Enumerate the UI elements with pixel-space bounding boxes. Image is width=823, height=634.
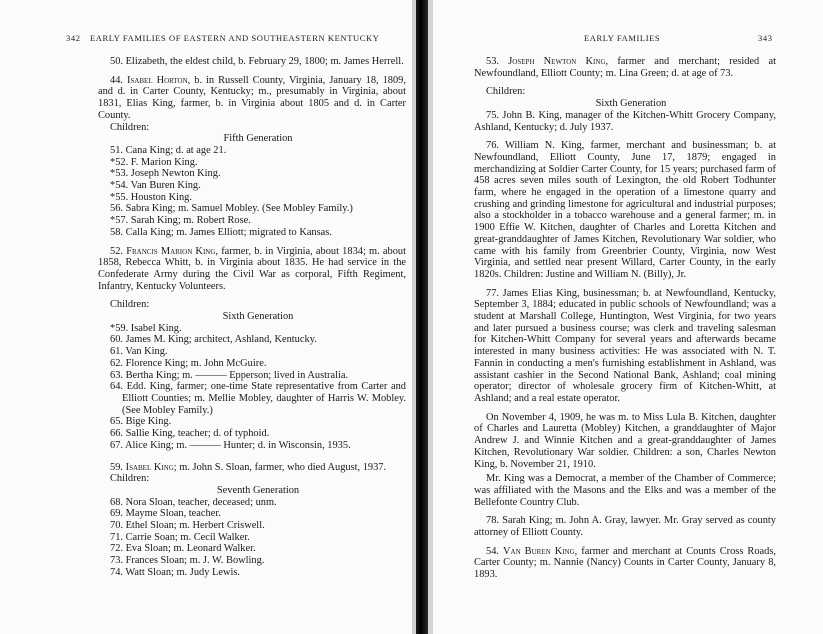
generation-heading: Sixth Generation (595, 98, 667, 110)
list-item: 51. Cana King; d. at age 21. (110, 144, 227, 156)
generation-heading: Sixth Generation (222, 311, 294, 323)
list-item: 61. Van King. (110, 346, 168, 358)
list-item: 62. Florence King; m. John McGuire. (110, 357, 267, 369)
right-running-head: EARLY FAMILIES (584, 33, 661, 43)
children-label: Children: (110, 299, 150, 311)
list-item: 63. Bertha King; m. ——— Epperson; lived in Australia. (110, 369, 349, 381)
entry-76: 76. William N. King, farmer, merchant and businessman; b. at Newfoundland, Elliott County, June 17, 1879; engaged in merchandizing at Soldier Carter County, for 15 years; purchased farm of 458 acres seven miles south of Lexington, the old Robert Todhunter farm, where he engaged in the operation of a limestone quarry and crushing and grinding limestone for agricultural and industrial purposes; also a stockholder in a tobacco warehouse and a general farmer; m. in 1900 Effie W. Kitchen, daughter of Charles and Loretta Kitchen and great-granddaughter of James Kitchen, Revolutionary War soldier, who came with his family from Greenbrier County, Virginia, now West Virginia, and settled near present Willard, Carter County, in the early 1820s. Children: Justine and William N. (Billy), Jr. (474, 140, 776, 280)
list-item: 64. Edd. King, farmer; one-time State representative from Carter and Elliott Counties; m. Mellie Mobley, daughter of Harris W. Mobley. (See Mobley Family.) (110, 381, 406, 416)
entry-50: 50. Elizabeth, the eldest child, b. February 29, 1800; m. James Herrell. (110, 56, 404, 67)
list-item: *53. Joseph Newton King. (110, 168, 221, 180)
book-spine (416, 0, 428, 634)
children-label: Children: (486, 86, 526, 98)
entry-53-name: Joseph Newton King, (508, 56, 609, 67)
entry-44-name: Isabel Horton, (126, 74, 191, 86)
list-item: 74. Watt Sloan; m. Judy Lewis. (110, 566, 241, 578)
right-page (428, 0, 823, 634)
entry-77-marriage: On November 4, 1909, he was m. to Miss Lula B. Kitchen, daughter of Charles and Lauretta (Mobley) Kitchen, a granddaughter of Major Andrew J. and Winnie Kitchen and a great-granddaughter of James Kitchen, Revolutionary War soldier. Children: a son, Charles Newton King, b. November 21, 1910. (474, 411, 776, 470)
children-label: Children: (110, 473, 150, 485)
entry-54-name: Van Buren King, (503, 545, 578, 557)
list-item: 67. Alice King; m. ——— Hunter; d. in Wisconsin, 1935. (110, 439, 351, 451)
list-item: 73. Frances Sloan; m. J. W. Bowling. (110, 555, 265, 567)
list-item: 60. James M. King; architect, Ashland, Kentucky. (110, 334, 317, 346)
list-item: *59. Isabel King. (110, 322, 182, 334)
right-page-number: 343 (758, 33, 773, 43)
left-running-head: EARLY FAMILIES OF EASTERN AND SOUTHEASTERN KENTUCKY (90, 33, 380, 43)
list-item: *55. Houston King. (110, 191, 192, 203)
entry-59-name: Isabel King; (125, 461, 177, 473)
list-item: 68. Nora Sloan, teacher, deceased; unm. (110, 496, 277, 508)
generation-heading: Seventh Generation (216, 484, 300, 496)
entry-78: 78. Sarah King; m. John A. Gray, lawyer. Mr. Gray served as county attorney of Elliott County. (474, 515, 776, 539)
left-page-number: 342 (66, 33, 81, 43)
entry-44: 44. Isabel Horton, b. in Russell County, Virginia, January 18, 1809, and d. in Carter County, Kentucky; m., presumably in Virginia, about 1831, Elias King, farmer, b. in Virginia about 1805 and d. in Carter County. (98, 74, 406, 121)
list-item: *52. F. Marion King. (110, 156, 198, 168)
left-page-text (98, 56, 406, 579)
list-item: 56. Sabra King; m. Samuel Mobley. (See Mobley Family.) (110, 203, 353, 215)
entry-53: 53. Joseph Newton King, farmer and merchant; resided at Newfoundland, Elliott County; m. Lina Green; d. at age of 73. (474, 56, 776, 79)
entry-52: 52. Francis Marion King, farmer, b. in Virginia, about 1834; m. about 1858, Rebecca Whitt, b. in Virginia about 1835. He had service in the Confederate Army during the Civil War as corporal, Fifth Regiment, Infantry, Kentucky Volunteers. (98, 245, 406, 292)
right-gutter-shadow (428, 0, 433, 634)
list-item: *57. Sarah King; m. Robert Rose. (110, 215, 251, 227)
list-item: 69. Mayme Sloan, teacher. (110, 508, 221, 520)
list-item: 66. Sallie King, teacher; d. of typhoid. (110, 428, 270, 440)
list-item: 70. Ethel Sloan; m. Herbert Criswell. (110, 520, 265, 532)
entry-77-affiliations: Mr. King was a Democrat, a member of the Chamber of Commerce; was affiliated with the Masons and the Elks and was a member of the Bellefonte Country Club. (474, 473, 776, 508)
list-item: 65. Bige King. (110, 416, 172, 428)
entry-52-name: Francis Marion King, (126, 245, 218, 257)
list-item: 71. Carrie Soan; m. Cecil Walker. (110, 531, 250, 543)
generation-heading: Fifth Generation (223, 133, 293, 145)
children-list-fifth-generation (98, 145, 406, 239)
entry-59: 59. Isabel King; m. John S. Sloan, farmer, who died August, 1937. (110, 461, 387, 473)
entry-77: 77. James Elias King, businessman; b. at Newfoundland, Kentucky, September 3, 1884; educated in public schools of Newfoundland; was a student at Marshall College, Huntington, West Virginia, for two years and later pursued a business course; was clerk and traveling salesman for Kitchen-Whitt Company for several years and afterwards became interested in many business activities: He was associated with N. T. Fannin in conducting a men's furnishing establishment in Ashland, was assistant cashier in the Second National Bank, Ashland; coal mining operator; director of wholesale grocery firm of Kitchen-Whitt, at Ashland; and a real estate operator. (474, 287, 776, 404)
entry-75: 75. John B. King, manager of the Kitchen-Whitt Grocery Company, Ashland, Kentucky; d. July 1937. (474, 109, 776, 133)
entry-54: 54. Van Buren King, farmer and merchant at Counts Cross Roads, Carter County; m. Nannie (Nancy) Counts in Carter County, January 8, 1893. (474, 545, 776, 581)
children-list-sixth-generation (98, 323, 406, 452)
children-label: Children: (110, 121, 150, 133)
list-item: 58. Calla King; m. James Elliott; migrated to Kansas. (110, 226, 332, 238)
children-list-seventh-generation (98, 497, 406, 579)
right-page-text (474, 56, 776, 581)
list-item: 72. Eva Sloan; m. Leonard Walker. (110, 543, 256, 555)
list-item: *54. Van Buren King. (110, 180, 201, 192)
